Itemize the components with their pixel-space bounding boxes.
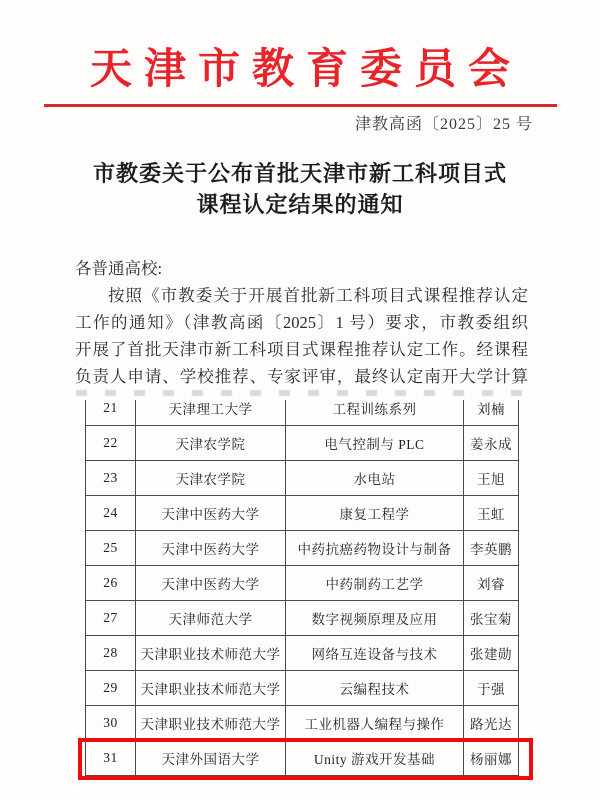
cell-school: 天津农学院 [136,461,286,496]
header-divider [44,104,557,107]
cell-course: 数字视频原理及应用 [286,601,464,636]
cell-no: 29 [86,671,136,706]
cell-leader: 张建勋 [464,636,519,671]
cell-course: 工程训练系列 [286,400,464,426]
table-row [86,400,519,426]
cell-leader: 刘睿 [464,566,519,601]
cell-school: 天津师范大学 [136,601,286,636]
cell-no: 24 [86,496,136,531]
cell-leader: 张宝菊 [464,601,519,636]
cell-leader: 李英鹏 [464,531,519,566]
cell-course: 工业机器人编程与操作 [286,706,464,741]
cell-course: 网络互连设备与技术 [286,636,464,671]
body-line: 按照《市教委关于开展首批新工科项目式课程推荐认定 [108,286,528,305]
cell-course: 中药抗癌药物设计与制备 [286,531,464,566]
cell-leader: 于强 [464,671,519,706]
cell-course: Unity 游戏开发基础 [286,741,464,776]
cell-school: 天津农学院 [136,426,286,461]
notice-title-line2: 课程认定结果的通知 [196,192,404,217]
notice-title-line1: 市教委关于公布首批天津市新工科项目式 [92,161,507,186]
salutation: 各普通高校: [75,259,163,278]
cell-school: 天津中医药大学 [136,496,286,531]
cell-school: 天津职业技术师范大学 [136,706,286,741]
cell-no: 28 [86,636,136,671]
cell-no: 23 [86,461,136,496]
cell-no: 31 [86,741,136,776]
cell-leader: 路光达 [464,706,519,741]
results-table-body [85,400,519,776]
cell-course: 云编程技术 [286,671,464,706]
cell-no: 27 [86,601,136,636]
cell-course: 电气控制与 PLC [286,426,464,461]
cell-no: 21 [86,400,136,426]
table-row [86,706,519,741]
cell-no: 22 [86,426,136,461]
table-row [86,741,519,776]
cell-leader: 王虹 [464,496,519,531]
cell-no: 25 [86,531,136,566]
cell-course: 水电站 [286,461,464,496]
results-table [85,400,520,778]
table-row [86,461,519,496]
table-row [86,496,519,531]
cell-leader: 刘楠 [464,400,519,426]
table-row [86,531,519,566]
body-line: 开展了首批天津市新工科项目式课程推荐认定工作。经课程 [75,340,528,359]
cell-course: 康复工程学 [286,496,464,531]
cell-school: 天津中医药大学 [136,531,286,566]
cell-school: 天津职业技术师范大学 [136,671,286,706]
body-line: 工作的通知》（津教高函〔2025〕1 号）要求，市教委组织 [75,313,528,332]
cell-leader: 王旭 [464,461,519,496]
table-row [86,426,519,461]
org-title: 天津市教育委员会 [89,47,522,93]
cell-course: 中药制药工艺学 [286,566,464,601]
table-row [86,671,519,706]
cell-no: 26 [86,566,136,601]
cell-leader: 姜永成 [464,426,519,461]
body-line: 负责人申请、学校推荐、专家评审，最终认定南开大学计算 [75,367,528,386]
cell-school: 天津外国语大学 [136,741,286,776]
cell-school: 天津职业技术师范大学 [136,636,286,671]
clipped-text-remnant [76,390,524,396]
notice-body [75,282,528,390]
cell-school: 天津理工大学 [136,400,286,426]
doc-number: 津教高函〔2025〕25 号 [354,116,533,133]
notice-title [0,158,600,220]
cell-leader: 杨丽娜 [464,741,519,776]
table-row [86,636,519,671]
table-row [86,601,519,636]
cell-school: 天津中医药大学 [136,566,286,601]
table-row [86,566,519,601]
cell-no: 30 [86,706,136,741]
